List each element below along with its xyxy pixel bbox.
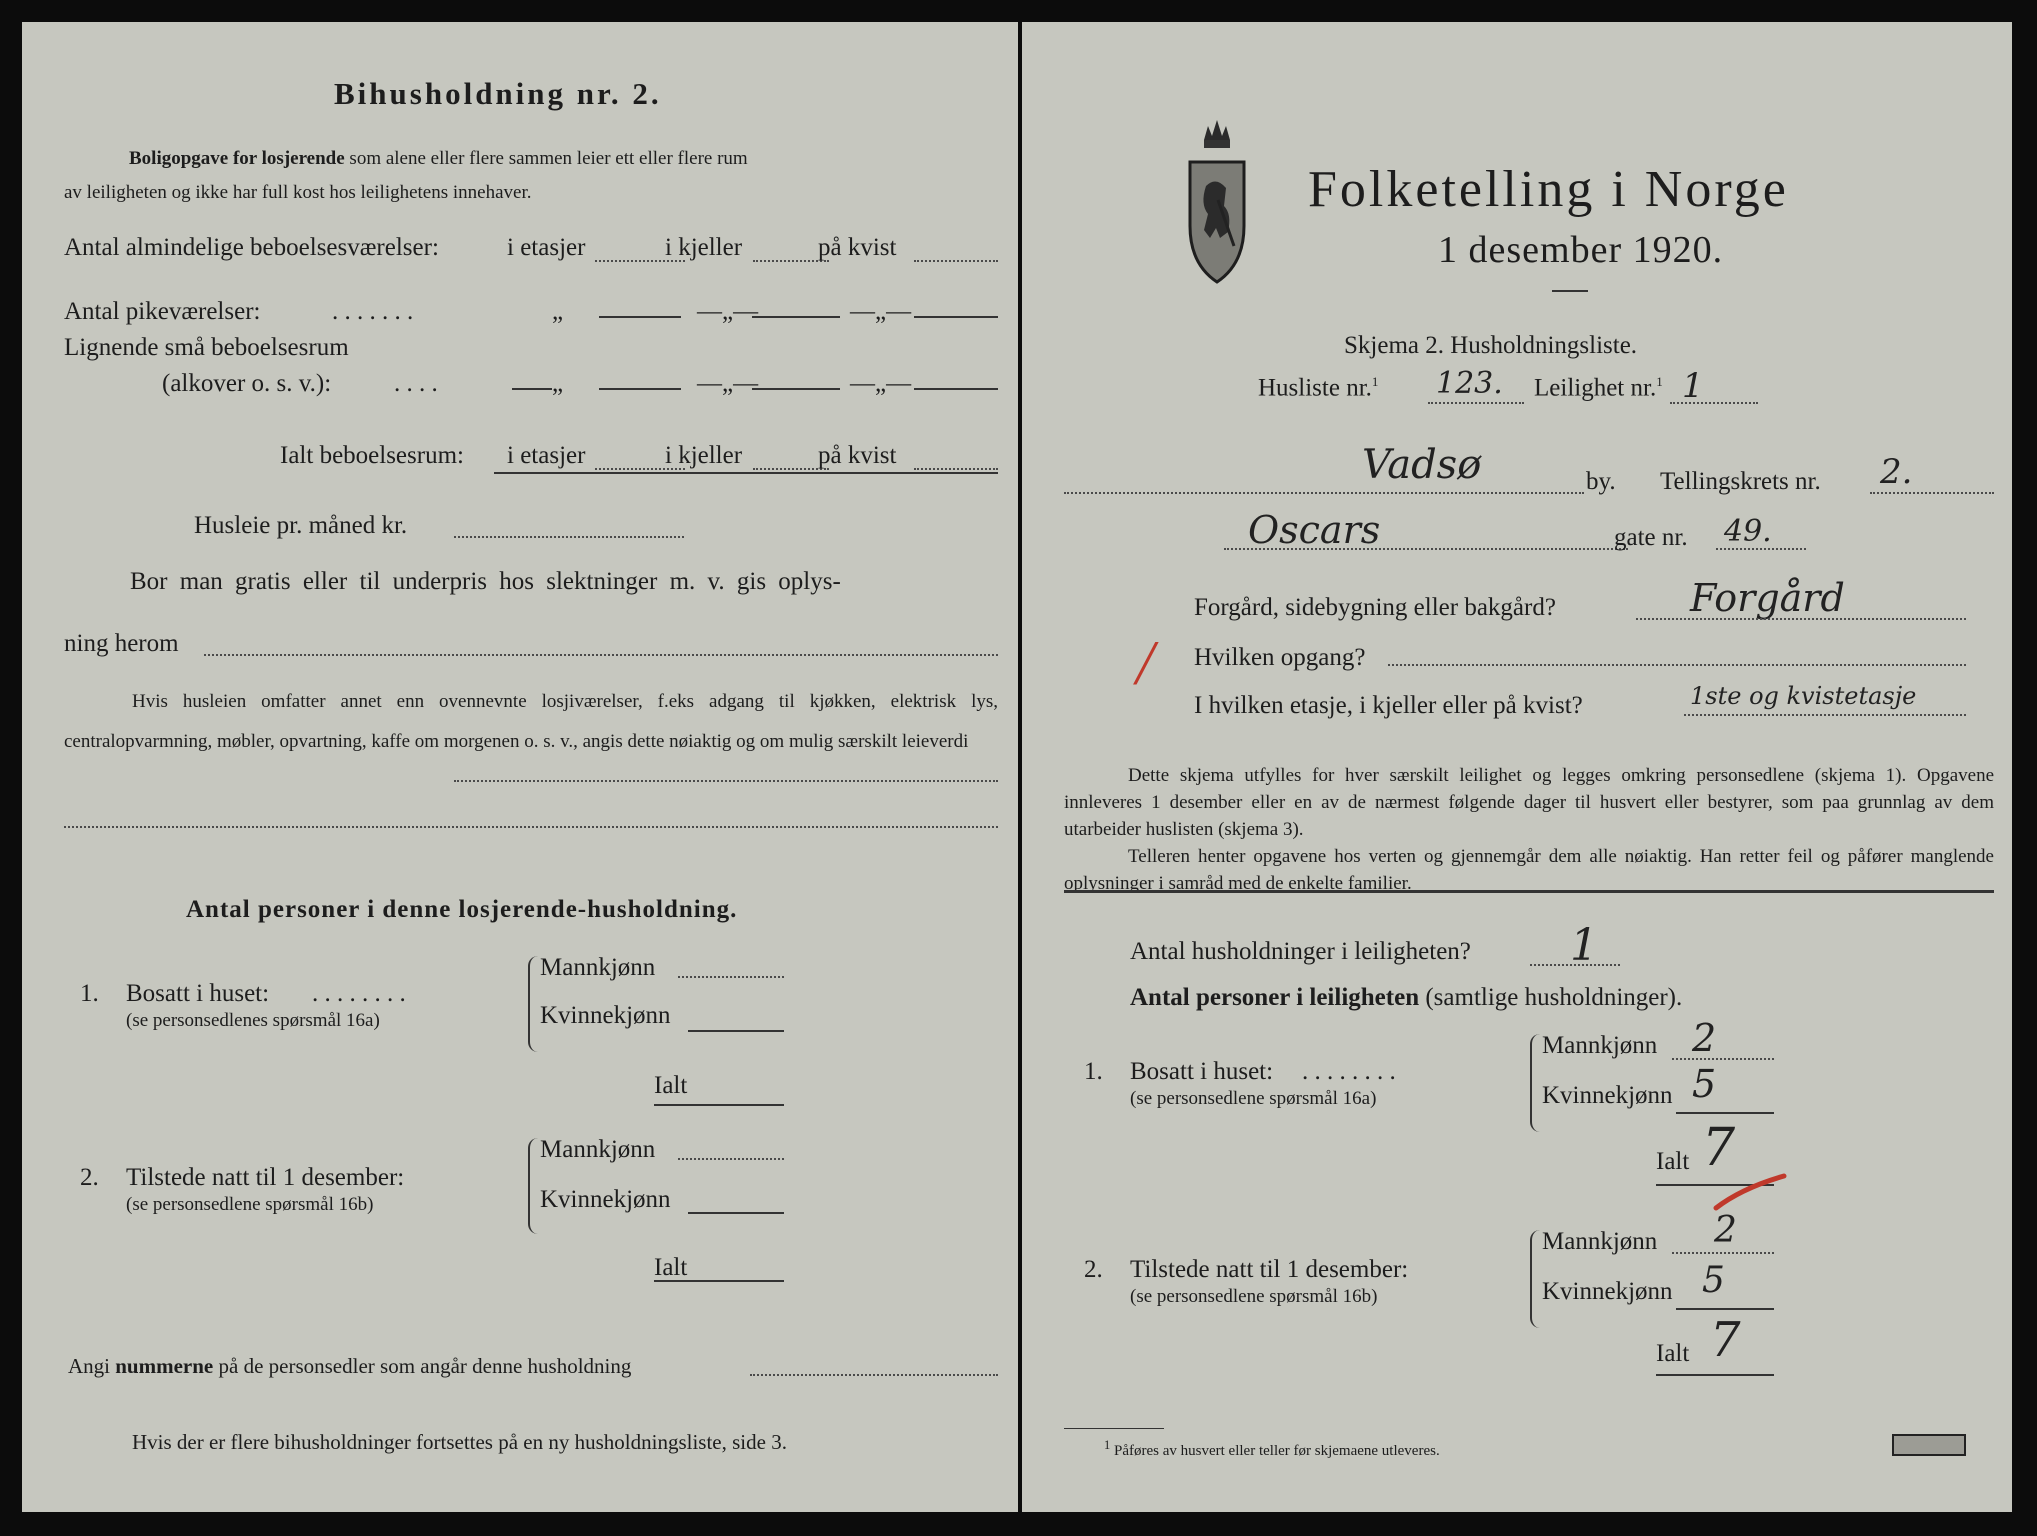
bor-line-2: ning herom — [64, 630, 179, 657]
husliste-footnote-mark: 1 — [1371, 374, 1379, 389]
right-q2-kvinne-label: Kvinnekjønn — [1542, 1278, 1673, 1305]
right-page — [1022, 22, 2012, 1512]
husleie-label: Husleie pr. måned kr. — [194, 512, 408, 539]
antal-husholdninger-value: 1 — [1570, 920, 1598, 971]
right-q2-kvinne-value: 5 — [1702, 1260, 1725, 1301]
left-antal-personer-heading: Antal personer i denne losjerende-husholdning. — [186, 896, 738, 923]
etasje-value: 1ste og kvistetasje — [1690, 682, 1917, 710]
opgang-label: Hvilken opgang? — [1194, 644, 1366, 671]
right-q1-mann-value: 2 — [1692, 1016, 1717, 1060]
left-q2-kvinne-label: Kvinnekjønn — [540, 1186, 671, 1213]
gate-value: Oscars — [1248, 508, 1381, 552]
right-q2-mann-label: Mannkjønn — [1542, 1228, 1658, 1255]
ialt-kvist-label: på kvist — [818, 442, 897, 469]
right-date: 1 desember 1920. — [1438, 229, 1724, 271]
left-q2-sub: (se personsedlene spørsmål 16b) — [126, 1194, 374, 1215]
left-footer-note: Hvis der er flere bihusholdninger fortsettes på en ny husholdningsliste, side 3. — [132, 1430, 787, 1454]
intro-line-1 — [129, 148, 748, 170]
right-q2-sub: (se personsedlene spørsmål 16b) — [1130, 1286, 1378, 1307]
right-q2-ialt-label: Ialt — [1656, 1340, 1690, 1367]
pike-label: Antal pikeværelser: — [64, 298, 261, 325]
instruction-paragraph-1: Dette skjema utfylles for hver særskilt leilighet og legges omkring personsedlene (skjema 1). Opgavene innleveres 1 desember eller en av de nærmest følgende dager til husvert eller bestyrer, som paa grunnlag av dem utarbeider huslisten (skjema 3). — [1064, 765, 1994, 840]
leilighet-value: 1 — [1682, 366, 1704, 406]
right-q2-label: Tilstede natt til 1 desember: — [1130, 1256, 1409, 1283]
intro-line-2: av leiligheten og ikke har full kost hos leilighetens innehaver. — [64, 182, 532, 203]
angi-bold: nummerne — [115, 1354, 214, 1378]
antal-personer-line — [1130, 984, 1682, 1012]
red-correction-mark-icon — [1712, 1168, 1792, 1214]
hvis-paragraph: Hvis husleien omfatter annet enn ovennevnte losjiværelser, f.eks adgang til kjøkken, elektrisk lys, centralopvarmning, møbler, opvartning, kaffe om morgenen o. s. v., angis dette nøiaktig og om mulig særskilt leieverdi — [64, 691, 998, 752]
right-q1-kvinne-value: 5 — [1692, 1062, 1717, 1106]
left-q1-kvinne-label: Kvinnekjønn — [540, 1002, 671, 1029]
right-q1-label: Bosatt i huset: — [1130, 1058, 1274, 1085]
antal-personer-rest: (samtlige husholdninger). — [1425, 984, 1683, 1011]
skjema-label: Skjema 2. Husholdningsliste. — [1344, 332, 1638, 359]
angi-pre: Angi — [68, 1354, 110, 1378]
tellingskrets-value: 2. — [1880, 452, 1913, 492]
ialt-kjeller-label: i kjeller — [665, 442, 743, 469]
right-q1-sub: (se personsedlene spørsmål 16a) — [1130, 1088, 1377, 1109]
pike-ditto-2: —„— — [697, 298, 759, 325]
printer-stamp — [1892, 1434, 1966, 1456]
ialt-etasjer-label: i etasjer — [507, 442, 586, 469]
antal-personer-bold: Antal personer i leiligheten — [1130, 984, 1420, 1011]
pike-ditto-3: —„— — [850, 298, 912, 325]
leilighet-footnote-mark: 1 — [1656, 374, 1663, 389]
left-title: Bihusholdning nr. 2. — [334, 76, 662, 111]
rooms-kvist-label: på kvist — [818, 234, 897, 261]
antal-husholdninger-label: Antal husholdninger i leiligheten? — [1130, 938, 1471, 965]
intro-rest: som alene eller flere sammen leier ett eller flere rum — [349, 148, 748, 169]
husliste-value: 123. — [1436, 366, 1503, 401]
etasje-label: I hvilken etasje, i kjeller eller på kvist? — [1194, 692, 1583, 719]
left-q1-ialt-label: Ialt — [654, 1072, 688, 1099]
right-q1-kvinne-label: Kvinnekjønn — [1542, 1082, 1673, 1109]
lignende-ditto-3: —„— — [850, 370, 912, 397]
lignende-line-2: (alkover o. s. v.): — [162, 370, 332, 397]
right-q1-num: 1. — [1084, 1058, 1103, 1085]
instruction-paragraph-2: Telleren henter opgavene hos verten og gjennemgår dem alle nøiaktig. Han retter feil og påfører manglende oplysninger i samråd med de enkelte familier. — [1064, 846, 1994, 894]
norway-coat-of-arms-icon — [1182, 114, 1252, 290]
forgaard-value: Forgård — [1690, 576, 1845, 620]
leilighet-label — [1534, 374, 1663, 402]
lignende-dots: . . . . — [394, 370, 438, 397]
footnote-mark: 1 — [1104, 1438, 1111, 1452]
tellingskrets-label: Tellingskrets nr. — [1660, 468, 1821, 495]
right-title: Folketelling i Norge — [1308, 161, 1789, 218]
left-q1-dots: . . . . . . . . — [312, 980, 406, 1007]
right-q1-ialt-label: Ialt — [1656, 1148, 1690, 1175]
angi-rest: på de personsedler som angår denne husholdning — [218, 1354, 632, 1378]
left-q2-num: 2. — [80, 1164, 99, 1191]
lignende-ditto: „ — [552, 370, 564, 397]
right-q2-mann-value: 2 — [1714, 1210, 1737, 1251]
husliste-label-text: Husliste nr. — [1258, 374, 1372, 402]
pike-ditto: „ — [552, 298, 564, 325]
gate-nr-value: 49. — [1724, 514, 1772, 549]
rooms-etasjer-label: i etasjer — [507, 234, 586, 261]
lignende-ditto-2: —„— — [697, 370, 759, 397]
left-page — [22, 22, 1018, 1512]
left-q2-mann-label: Mannkjønn — [540, 1136, 656, 1163]
right-q1-mann-label: Mannkjønn — [1542, 1032, 1658, 1059]
angi-line — [68, 1354, 631, 1379]
footnote-text: Påføres av husvert eller teller før skjemaene utleveres. — [1114, 1443, 1440, 1459]
margin-mark: / — [1136, 627, 1154, 698]
footnote — [1104, 1438, 1440, 1460]
right-q1-ialt-value: 7 — [1702, 1118, 1736, 1178]
bor-line-1: Bor man gratis eller til underpris hos slektninger m. v. gis oplys- — [130, 568, 841, 595]
intro-bold: Boligopgave for losjerende — [129, 148, 345, 169]
by-value: Vadsø — [1362, 442, 1482, 488]
by-label: by. — [1586, 468, 1616, 495]
left-q1-sub: (se personsedlenes spørsmål 16a) — [126, 1010, 380, 1031]
rooms-kjeller-label: i kjeller — [665, 234, 743, 261]
left-q2-label: Tilstede natt til 1 desember: — [126, 1164, 405, 1191]
pike-dots: . . . . . . . — [332, 298, 414, 325]
gate-label: gate nr. — [1614, 524, 1688, 551]
left-q1-num: 1. — [80, 980, 99, 1007]
leilighet-label-text: Leilighet nr. — [1534, 374, 1657, 402]
left-q1-mann-label: Mannkjønn — [540, 954, 656, 981]
ialt-rooms-label: Ialt beboelsesrum: — [280, 442, 464, 469]
right-q2-ialt-value: 7 — [1710, 1312, 1741, 1368]
left-q1-label: Bosatt i huset: — [126, 980, 270, 1007]
left-q2-ialt-label: Ialt — [654, 1254, 688, 1281]
rooms-label: Antal almindelige beboelsesværelser: — [64, 234, 439, 261]
right-q2-num: 2. — [1084, 1256, 1103, 1283]
husliste-label — [1258, 374, 1378, 402]
lignende-line-1: Lignende små beboelsesrum — [64, 334, 349, 361]
forgaard-label: Forgård, sidebygning eller bakgård? — [1194, 594, 1556, 621]
right-q1-dots: . . . . . . . . — [1302, 1058, 1396, 1085]
